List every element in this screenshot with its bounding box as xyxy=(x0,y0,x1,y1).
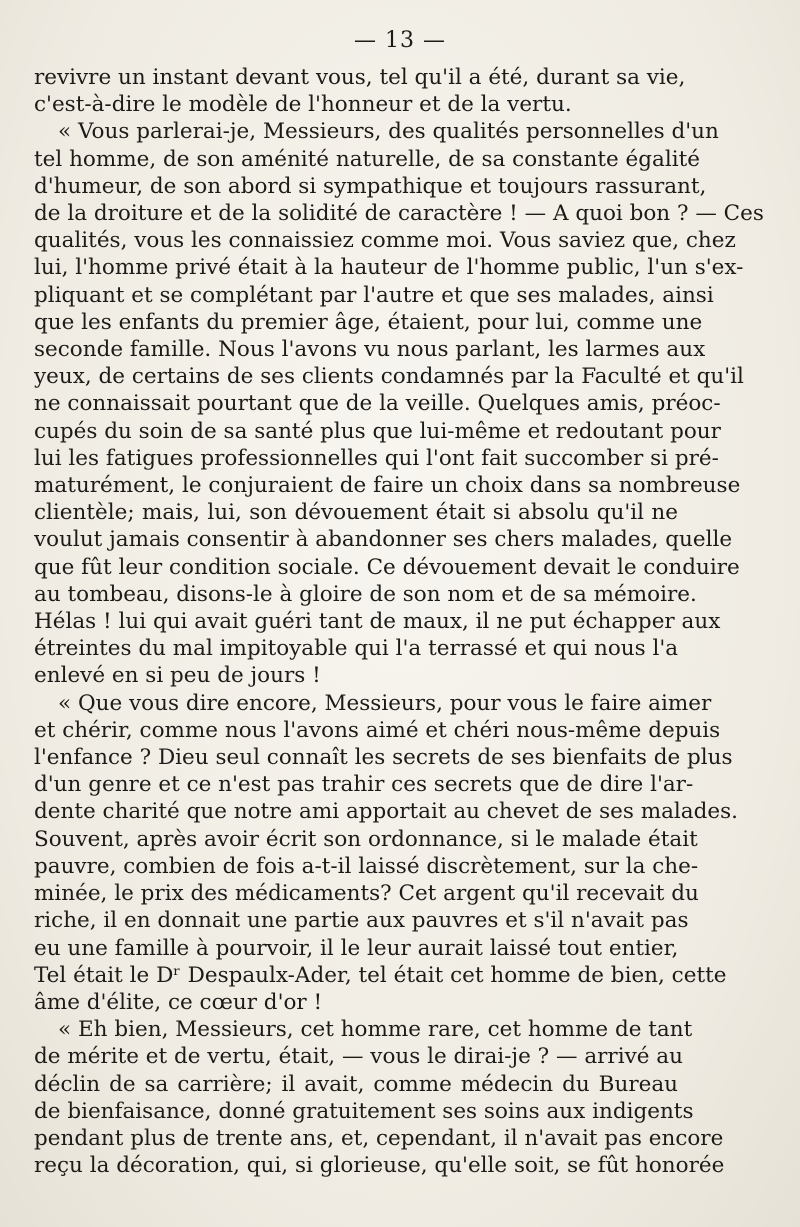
text-line: pendant plus de trente ans, et, cependant, il n'avait pas encore xyxy=(34,1125,724,1151)
text-line: âme d'élite, ce cœur d'or ! xyxy=(34,989,323,1015)
text-line: riche, il en donnait une partie aux pauvres et s'il n'avait pas xyxy=(34,908,689,934)
text-line: revivre un instant devant vous, tel qu'il a été, durant sa vie, xyxy=(34,65,686,90)
text-line: pliquant et se complétant par l'autre et que ses malades, ainsi xyxy=(34,282,714,308)
text-line: Hélas ! lui qui avait guéri tant de maux, il ne put échapper aux xyxy=(34,609,721,635)
text-line: Tel était le Dʳ Despaulx-Ader, tel était cet homme de bien, cette xyxy=(34,962,727,988)
text-line: enlevé en si peu de jours ! xyxy=(34,663,321,689)
text-line: dente charité que notre ami apportait au chevet de ses malades. xyxy=(34,799,738,825)
text-line: pauvre, combien de fois a-t-il laissé discrètement, sur la che- xyxy=(34,853,699,879)
text-line: Souvent, après avoir écrit son ordonnance, si le malade était xyxy=(34,826,698,852)
text-line: « Que vous dire encore, Messieurs, pour vous le faire aimer xyxy=(58,690,712,716)
text-line: d'un genre et ce n'est pas trahir ces secrets que de dire l'ar- xyxy=(34,772,694,798)
text-line: l'enfance ? Dieu seul connaît les secrets de ses bienfaits de plus xyxy=(34,745,733,771)
text-line: tel homme, de son aménité naturelle, de sa constante égalité xyxy=(34,146,700,172)
page-number: — 13 — xyxy=(354,28,446,53)
text-line: d'humeur, de son abord si sympathique et toujours rassurant, xyxy=(34,173,707,199)
text-line: lui les fatigues professionnelles qui l'ont fait succomber si pré- xyxy=(34,445,719,471)
body-text xyxy=(34,64,764,1179)
text-line: qualités, vous les connaissiez comme moi. Vous saviez que, chez xyxy=(34,228,736,254)
text-line: yeux, de certains de ses clients condamnés par la Faculté et qu'il xyxy=(34,364,744,390)
text-line: maturément, le conjuraient de faire un choix dans sa nombreuse xyxy=(34,473,741,499)
text-line: seconde famille. Nous l'avons vu nous parlant, les larmes aux xyxy=(34,337,706,363)
text-line: reçu la décoration, qui, si glorieuse, qu'elle soit, se fût honorée xyxy=(34,1153,725,1179)
text-line: lui, l'homme privé était à la hauteur de l'homme public, l'un s'ex- xyxy=(34,255,744,281)
text-line: et chérir, comme nous l'avons aimé et chéri nous-même depuis xyxy=(34,717,721,743)
text-line: « Eh bien, Messieurs, cet homme rare, cet homme de tant xyxy=(58,1017,693,1043)
text-line: que fût leur condition sociale. Ce dévouement devait le conduire xyxy=(34,554,740,580)
text-line: déclin de sa carrière; il avait, comme médecin du Bureau xyxy=(34,1071,678,1097)
text-line: ne connaissait pourtant que de la veille. Quelques amis, préoc- xyxy=(34,391,721,417)
text-line: au tombeau, disons-le à gloire de son nom et de sa mémoire. xyxy=(34,581,697,607)
text-line: de la droiture et de la solidité de caractère ! — A quoi bon ? — Ces xyxy=(34,201,764,227)
text-line: de bienfaisance, donné gratuitement ses soins aux indigents xyxy=(34,1098,694,1124)
text-line: cupés du soin de sa santé plus que lui-même et redoutant pour xyxy=(34,418,721,444)
text-line: « Vous parlerai-je, Messieurs, des qualités personnelles d'un xyxy=(58,119,719,145)
text-line: voulut jamais consentir à abandonner ses chers malades, quelle xyxy=(34,527,733,553)
text-line: eu une famille à pourvoir, il le leur aurait laissé tout entier, xyxy=(34,935,679,961)
text-line: clientèle; mais, lui, son dévouement était si absolu qu'il ne xyxy=(34,500,678,526)
text-line: c'est-à-dire le modèle de l'honneur et de la vertu. xyxy=(34,92,572,118)
text-line: de mérite et de vertu, était, — vous le dirai-je ? — arrivé au xyxy=(34,1044,683,1070)
text-line: que les enfants du premier âge, étaient, pour lui, comme une xyxy=(34,309,703,335)
text-line: étreintes du mal impitoyable qui l'a terrassé et qui nous l'a xyxy=(34,636,679,662)
text-line: minée, le prix des médicaments? Cet argent qu'il recevait du xyxy=(34,881,699,907)
